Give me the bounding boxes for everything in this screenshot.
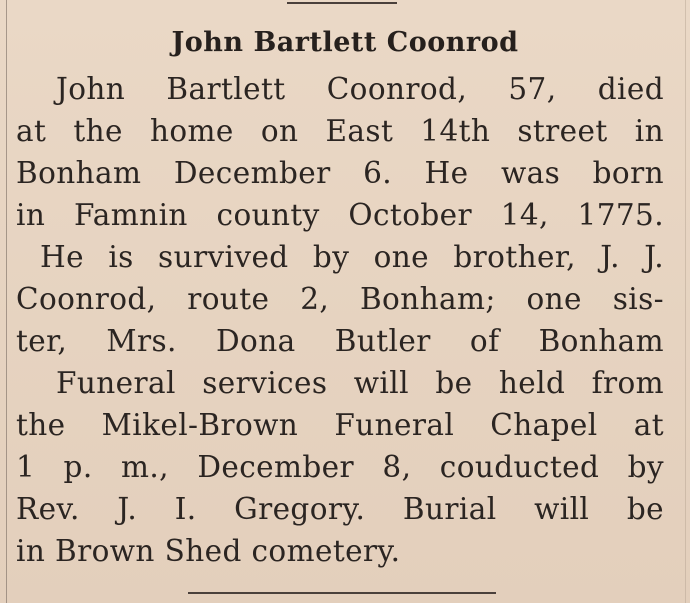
text-line: Rev. J. I. Gregory. Burial will be [16, 492, 664, 526]
obituary-headline: John Bartlett Coonrod [171, 27, 519, 58]
text-line: at the home on East 14th street in [16, 114, 664, 148]
text-line: Funeral services will be held from [56, 366, 664, 400]
bottom-divider [188, 592, 496, 594]
text-line: 1 p. m., December 8, couducted by [16, 450, 664, 484]
text-line: Coonrod, route 2, Bonham; one sis- [16, 282, 664, 316]
text-line: in Famnin county October 14, 1775. [16, 198, 664, 232]
text-line: He is survived by one brother, J. J. [40, 240, 664, 274]
text-line: Bonham December 6. He was born [16, 156, 664, 190]
text-line: ter, Mrs. Dona Butler of Bonham [16, 324, 664, 358]
text-line: in Brown Shed cometery. [16, 534, 401, 568]
text-line: John Bartlett Coonrod, 57, died [56, 72, 664, 106]
text-line: the Mikel-Brown Funeral Chapel at [16, 408, 664, 442]
